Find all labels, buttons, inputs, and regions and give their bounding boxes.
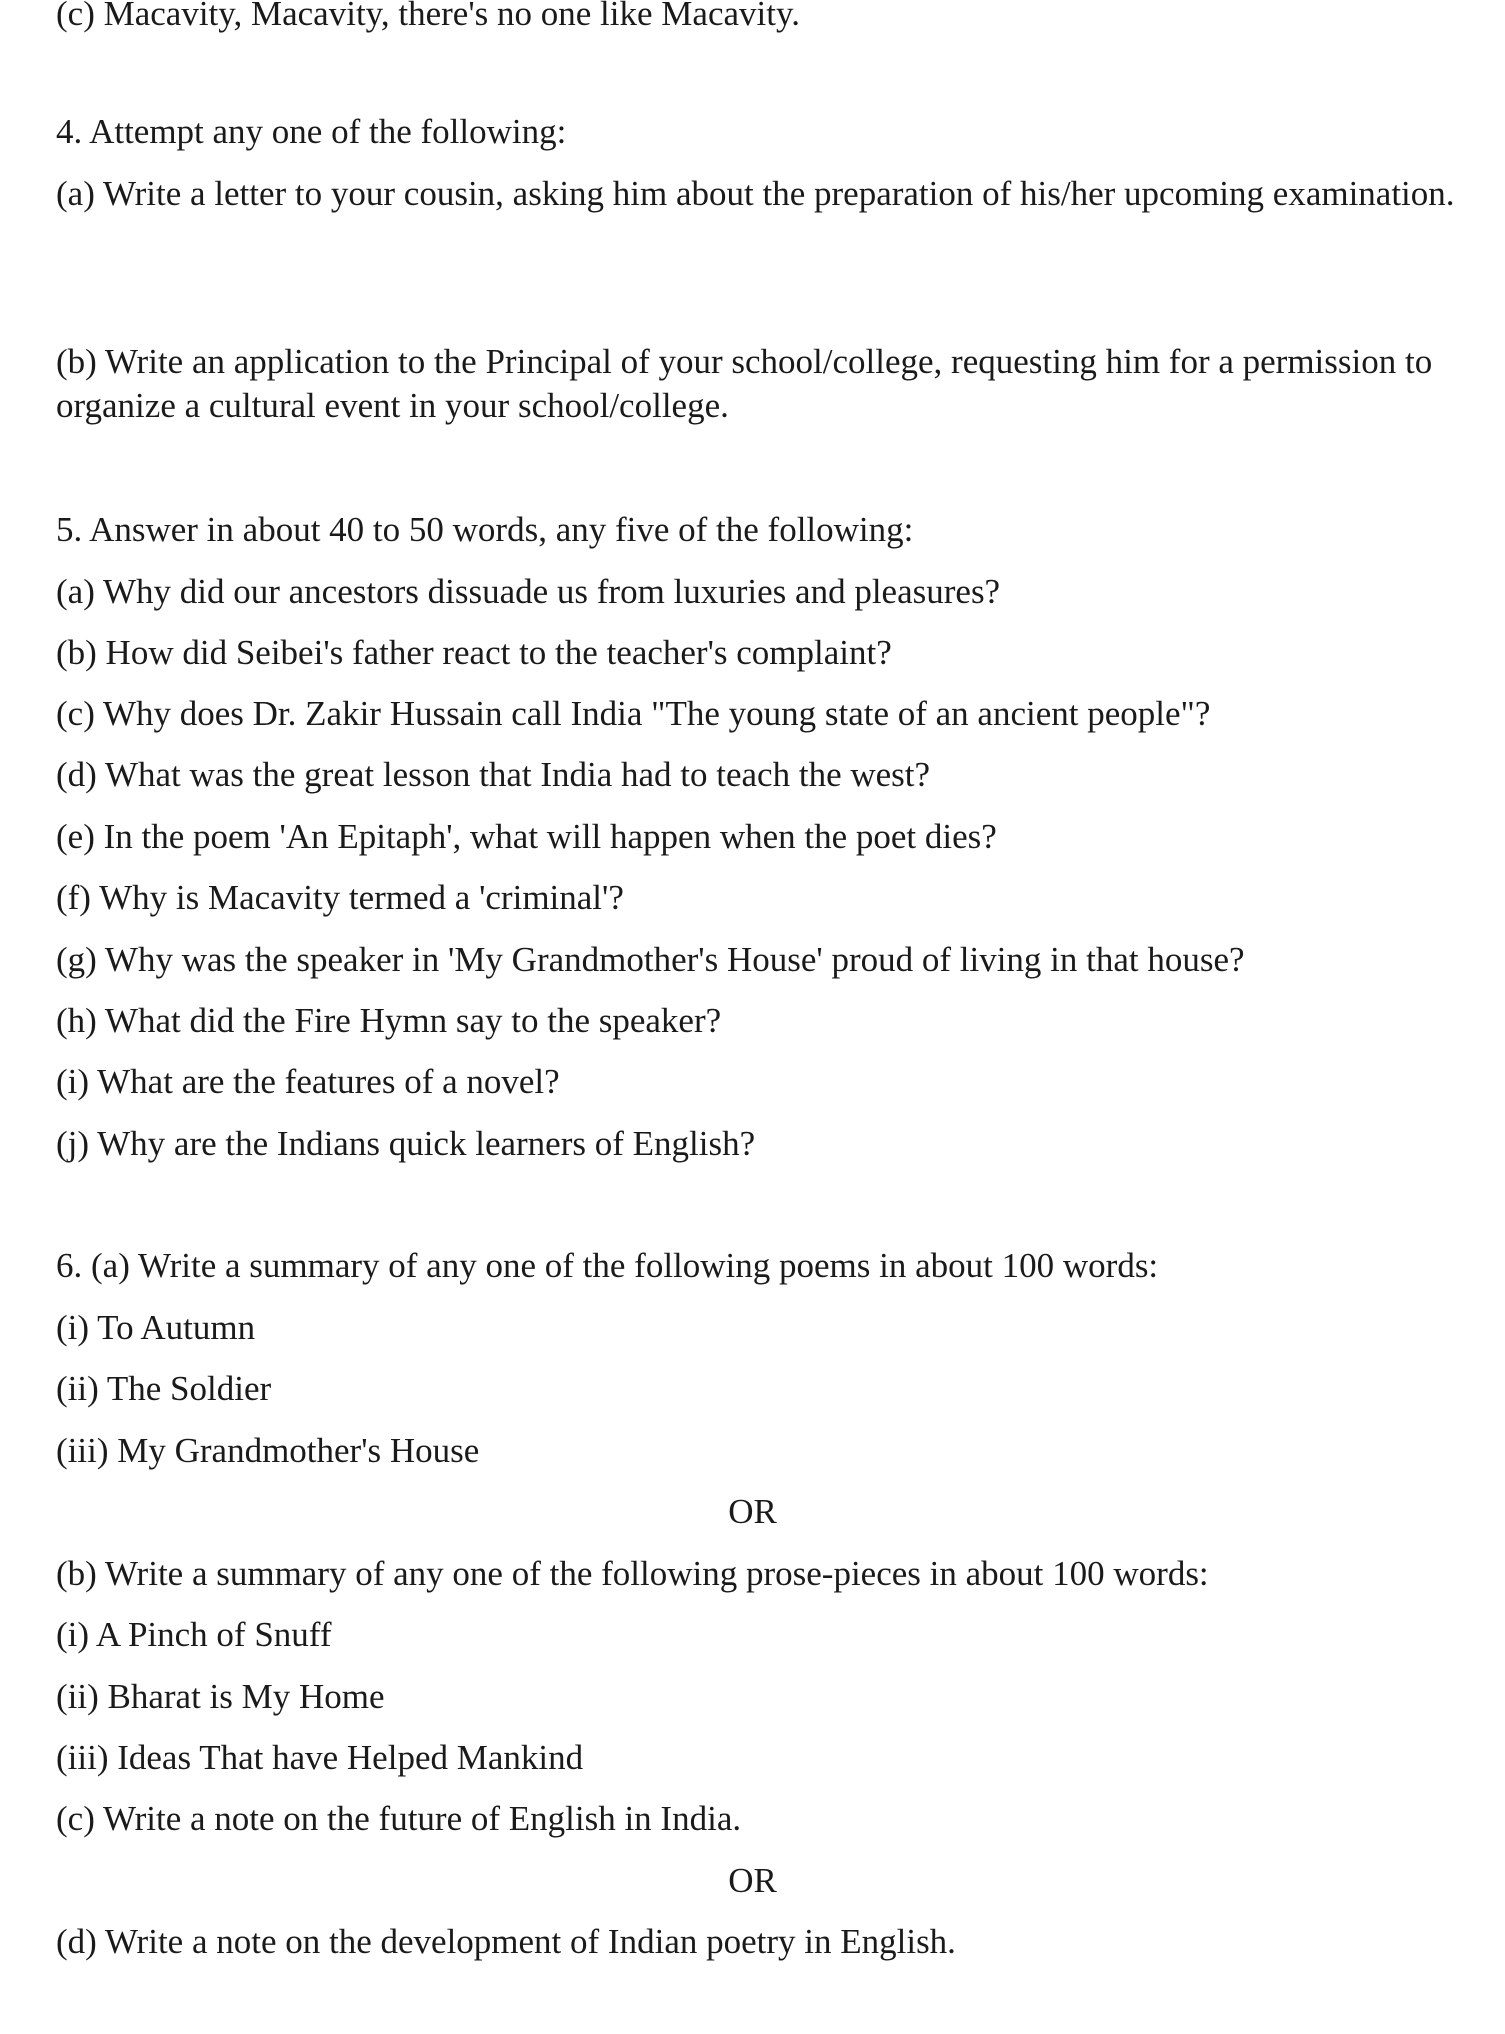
q5-item: (g) Why was the speaker in 'My Grandmother's House' proud of living in that house? xyxy=(56,940,1245,979)
q6-a-item: (ii) The Soldier xyxy=(56,1369,272,1408)
q6-b-item: (i) A Pinch of Snuff xyxy=(56,1615,332,1654)
q6-a-item: (i) To Autumn xyxy=(56,1308,256,1347)
q6-b-item: (iii) Ideas That have Helped Mankind xyxy=(56,1738,584,1777)
q5-item: (b) How did Seibei's father react to the teacher's complaint? xyxy=(56,633,892,672)
q5-item: (j) Why are the Indians quick learners of English? xyxy=(56,1124,756,1163)
q5-item: (h) What did the Fire Hymn say to the speaker? xyxy=(56,1001,722,1040)
q4-option-b: (b) Write an application to the Principal of your school/college, requesting him for a permission to organize a cultural event in your school/college. xyxy=(56,342,1433,425)
q5-item: (d) What was the great lesson that India had to teach the west? xyxy=(56,755,931,794)
q6-a-heading: 6. (a) Write a summary of any one of the following poems in about 100 words: xyxy=(56,1246,1159,1285)
q5-item: (i) What are the features of a novel? xyxy=(56,1062,560,1101)
or-separator: OR xyxy=(728,1492,777,1531)
q6-b-item: (ii) Bharat is My Home xyxy=(56,1677,385,1716)
q5-heading: 5. Answer in about 40 to 50 words, any five of the following: xyxy=(56,510,914,549)
q4-heading: 4. Attempt any one of the following: xyxy=(56,112,567,151)
q6-b-heading: (b) Write a summary of any one of the following prose-pieces in about 100 words: xyxy=(56,1554,1209,1593)
q3-option-c: (c) Macavity, Macavity, there's no one like Macavity. xyxy=(56,0,800,33)
q6-option-d: (d) Write a note on the development of Indian poetry in English. xyxy=(56,1922,956,1961)
q6-option-c: (c) Write a note on the future of English in India. xyxy=(56,1799,742,1838)
q5-item: (a) Why did our ancestors dissuade us from luxuries and pleasures? xyxy=(56,572,1001,611)
q5-item: (e) In the poem 'An Epitaph', what will happen when the poet dies? xyxy=(56,817,997,856)
q5-item: (c) Why does Dr. Zakir Hussain call India "The young state of an ancient people"? xyxy=(56,694,1211,733)
q6-a-item: (iii) My Grandmother's House xyxy=(56,1431,480,1470)
q5-item: (f) Why is Macavity termed a 'criminal'? xyxy=(56,878,624,917)
or-separator: OR xyxy=(728,1861,777,1900)
q4-option-a: (a) Write a letter to your cousin, asking him about the preparation of his/her upcoming examination. xyxy=(56,174,1455,213)
